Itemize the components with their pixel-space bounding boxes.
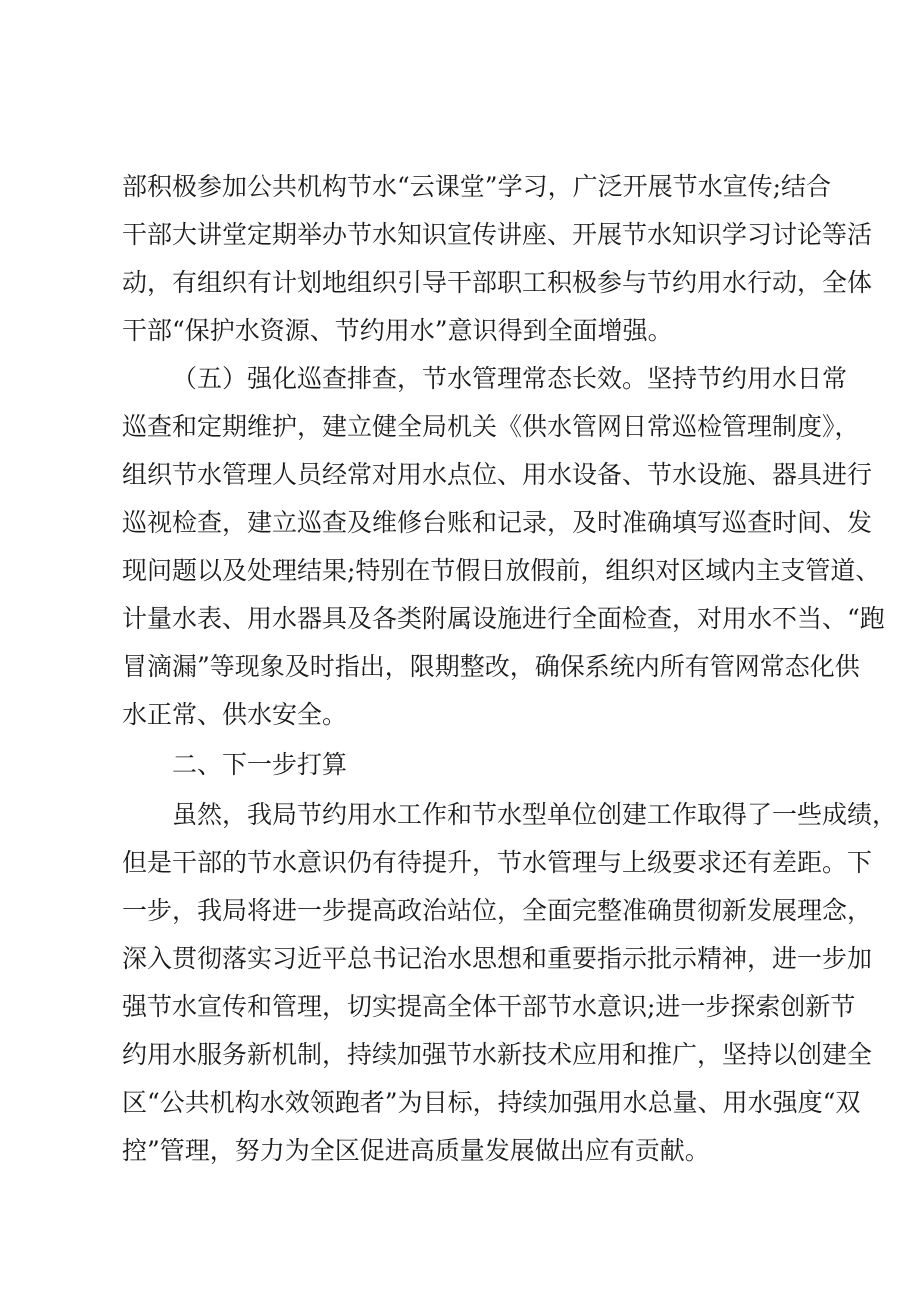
paragraph-line: 但是干部的节水意识仍有待提升，节水管理与上级要求还有差距。下 — [122, 848, 873, 877]
paragraph-line: 巡查和定期维护，建立健全局机关《供水管网日常巡检管理制度》， — [122, 412, 860, 441]
paragraph-line: 区“公共机构水效领跑者”为目标，持续加强用水总量、用水强度“双 — [122, 1088, 861, 1117]
paragraph-line: 水正常、供水安全。 — [122, 700, 348, 729]
section-heading: 二、下一步打算 — [172, 750, 348, 779]
paragraph-line: 控”管理，努力为全区促进高质量发展做出应有贡献。 — [122, 1136, 710, 1165]
paragraph-line: 虽然，我局节约用水工作和节水型单位创建工作取得了一些成绩， — [172, 800, 898, 829]
paragraph-line: 组织节水管理人员经常对用水点位、用水设备、节水设施、器具进行 — [122, 460, 873, 489]
paragraph-line: 干部“保护水资源、节约用水”意识得到全面增强。 — [122, 316, 673, 345]
paragraph-line: 约用水服务新机制，持续加强节水新技术应用和推广，坚持以创建全 — [122, 1040, 873, 1069]
paragraph-line: 计量水表、用水器具及各类附属设施进行全面检查，对用水不当、“跑 — [122, 604, 885, 633]
paragraph-line: 干部大讲堂定期举办节水知识宣传讲座、开展节水知识学习讨论等活 — [122, 220, 873, 249]
paragraph-line: 现问题以及处理结果;特别在节假日放假前，组织对区域内主支管道、 — [122, 556, 881, 585]
paragraph-line: 强节水宣传和管理，切实提高全体干部节水意识;进一步探索创新节 — [122, 992, 856, 1021]
paragraph-line: 深入贯彻落实习近平总书记治水思想和重要指示批示精神，进一步加 — [122, 944, 873, 973]
paragraph-line: 巡视检查，建立巡查及维修台账和记录，及时准确填写巡查时间、发 — [122, 508, 873, 537]
paragraph-line: 部积极参加公共机构节水“云课堂”学习，广泛开展节水宣传;结合 — [122, 172, 831, 201]
paragraph-line: （五）强化巡查排查，节水管理常态长效。坚持节约用水日常 — [172, 364, 848, 393]
paragraph-line: 动，有组织有计划地组织引导干部职工积极参与节约用水行动，全体 — [122, 268, 873, 297]
paragraph-line: 冒滴漏”等现象及时指出，限期整改，确保系统内所有管网常态化供 — [122, 652, 860, 681]
paragraph-line: 一步，我局将进一步提高政治站位，全面完整准确贯彻新发展理念， — [122, 896, 873, 925]
